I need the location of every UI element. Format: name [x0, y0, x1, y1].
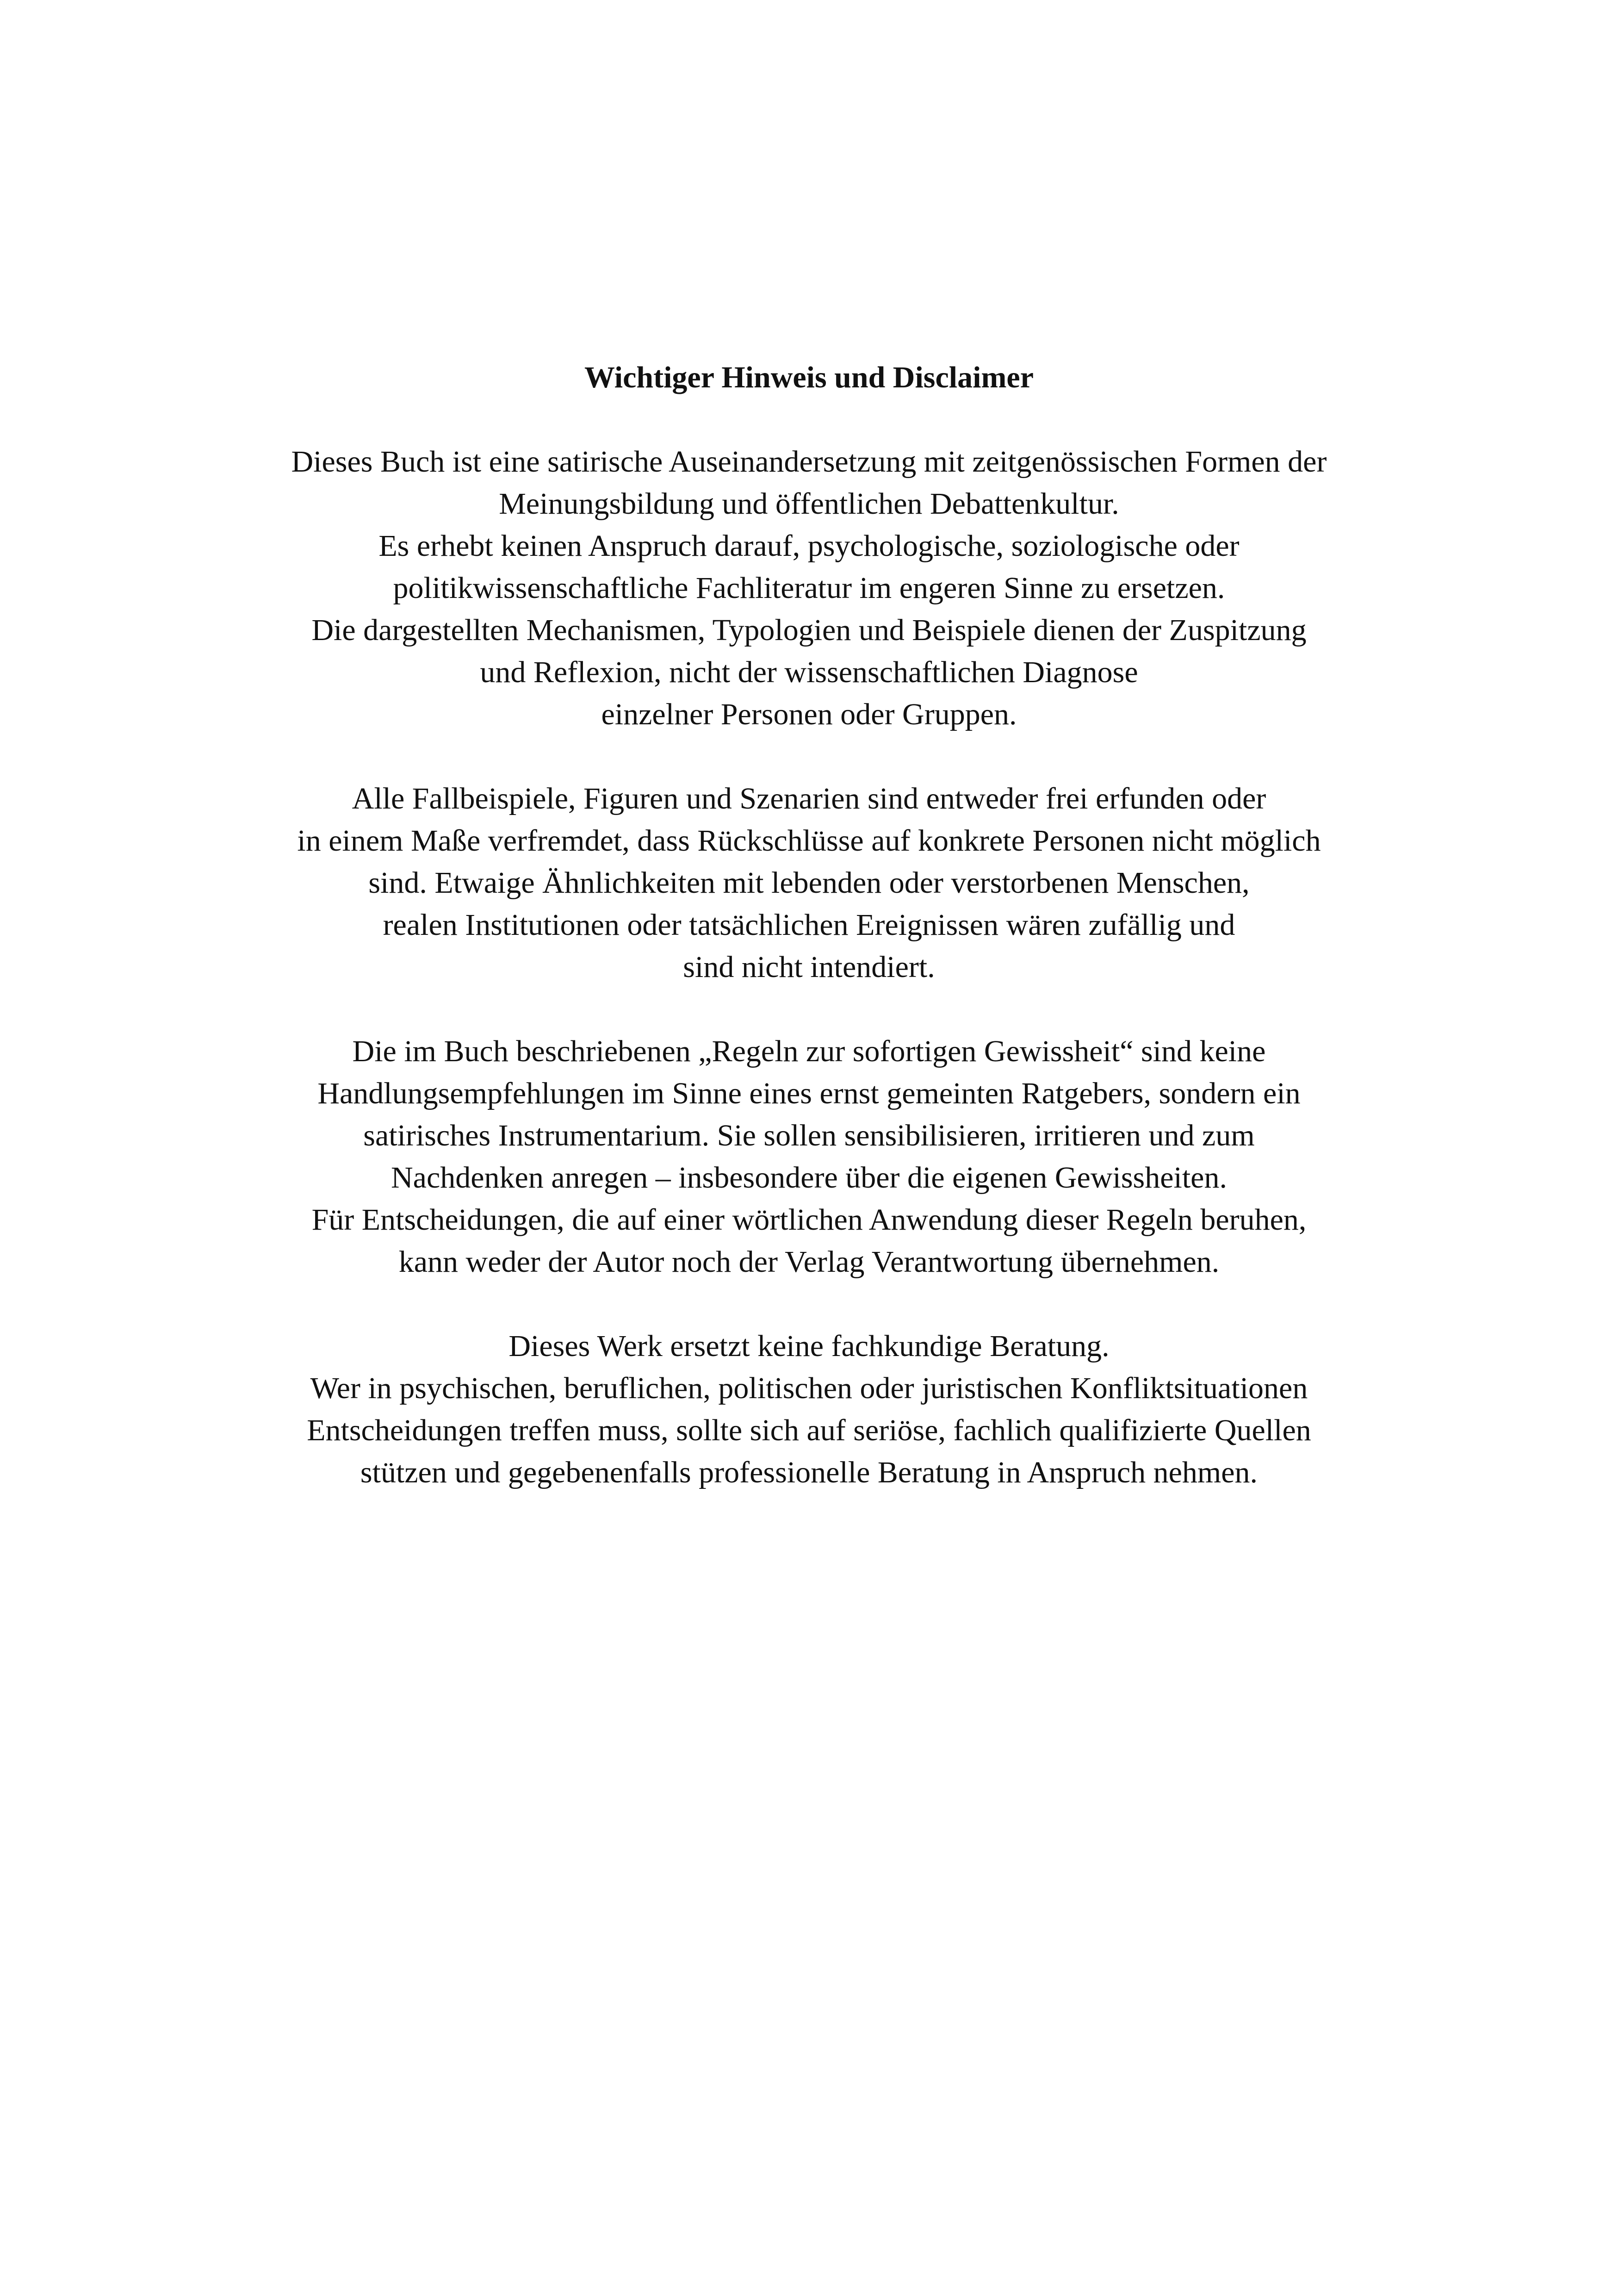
text-line: Meinungsbildung und öffentlichen Debattenkultur.: [499, 487, 1119, 521]
paragraph-satire-notice: [185, 441, 1433, 735]
text-line: Entscheidungen treffen muss, sollte sich auf seriöse, fachlich qualifizierte Quellen: [307, 1413, 1311, 1447]
text-line: in einem Maße verfremdet, dass Rückschlüsse auf konkrete Personen nicht möglich: [297, 824, 1321, 858]
text-line: Die dargestellten Mechanismen, Typologien und Beispiele dienen der Zuspitzung: [311, 613, 1307, 647]
text-line: einzelner Personen oder Gruppen.: [601, 697, 1017, 731]
text-line: Nachdenken anregen – insbesondere über die eigenen Gewissheiten.: [391, 1161, 1227, 1195]
text-line: satirisches Instrumentarium. Sie sollen sensibilisieren, irritieren und zum: [363, 1119, 1255, 1152]
text-line: Die im Buch beschriebenen „Regeln zur sofortigen Gewissheit“ sind keine: [352, 1034, 1266, 1068]
text-line: Dieses Werk ersetzt keine fachkundige Beratung.: [508, 1329, 1110, 1363]
text-line: Wer in psychischen, beruflichen, politischen oder juristischen Konfliktsituationen: [310, 1371, 1308, 1405]
paragraph-rules-notice: [185, 1030, 1433, 1283]
text-line: kann weder der Autor noch der Verlag Verantwortung übernehmen.: [398, 1245, 1220, 1279]
text-line: politikwissenschaftliche Fachliteratur im engeren Sinne zu ersetzen.: [393, 571, 1225, 605]
paragraph-advice-notice: [185, 1325, 1433, 1493]
text-line: Alle Fallbeispiele, Figuren und Szenarien sind entweder frei erfunden oder: [352, 782, 1266, 815]
text-line: stützen und gegebenenfalls professionelle Beratung in Anspruch nehmen.: [360, 1456, 1258, 1489]
text-line: Es erhebt keinen Anspruch darauf, psychologische, soziologische oder: [378, 529, 1240, 563]
page-title: Wichtiger Hinweis und Disclaimer: [584, 361, 1034, 394]
text-line: und Reflexion, nicht der wissenschaftlichen Diagnose: [480, 655, 1138, 689]
text-line: Für Entscheidungen, die auf einer wörtlichen Anwendung dieser Regeln beruhen,: [311, 1203, 1307, 1237]
text-line: Handlungsempfehlungen im Sinne eines ernst gemeinten Ratgebers, sondern ein: [317, 1076, 1301, 1110]
text-line: realen Institutionen oder tatsächlichen Ereignissen wären zufällig und: [383, 908, 1235, 942]
paragraph-fiction-notice: [185, 778, 1433, 988]
text-line: sind nicht intendiert.: [683, 950, 935, 984]
text-line: Dieses Buch ist eine satirische Auseinandersetzung mit zeitgenössischen Formen der: [291, 445, 1327, 479]
disclaimer-block: [185, 356, 1433, 1536]
text-line: sind. Etwaige Ähnlichkeiten mit lebenden oder verstorbenen Menschen,: [368, 866, 1250, 900]
